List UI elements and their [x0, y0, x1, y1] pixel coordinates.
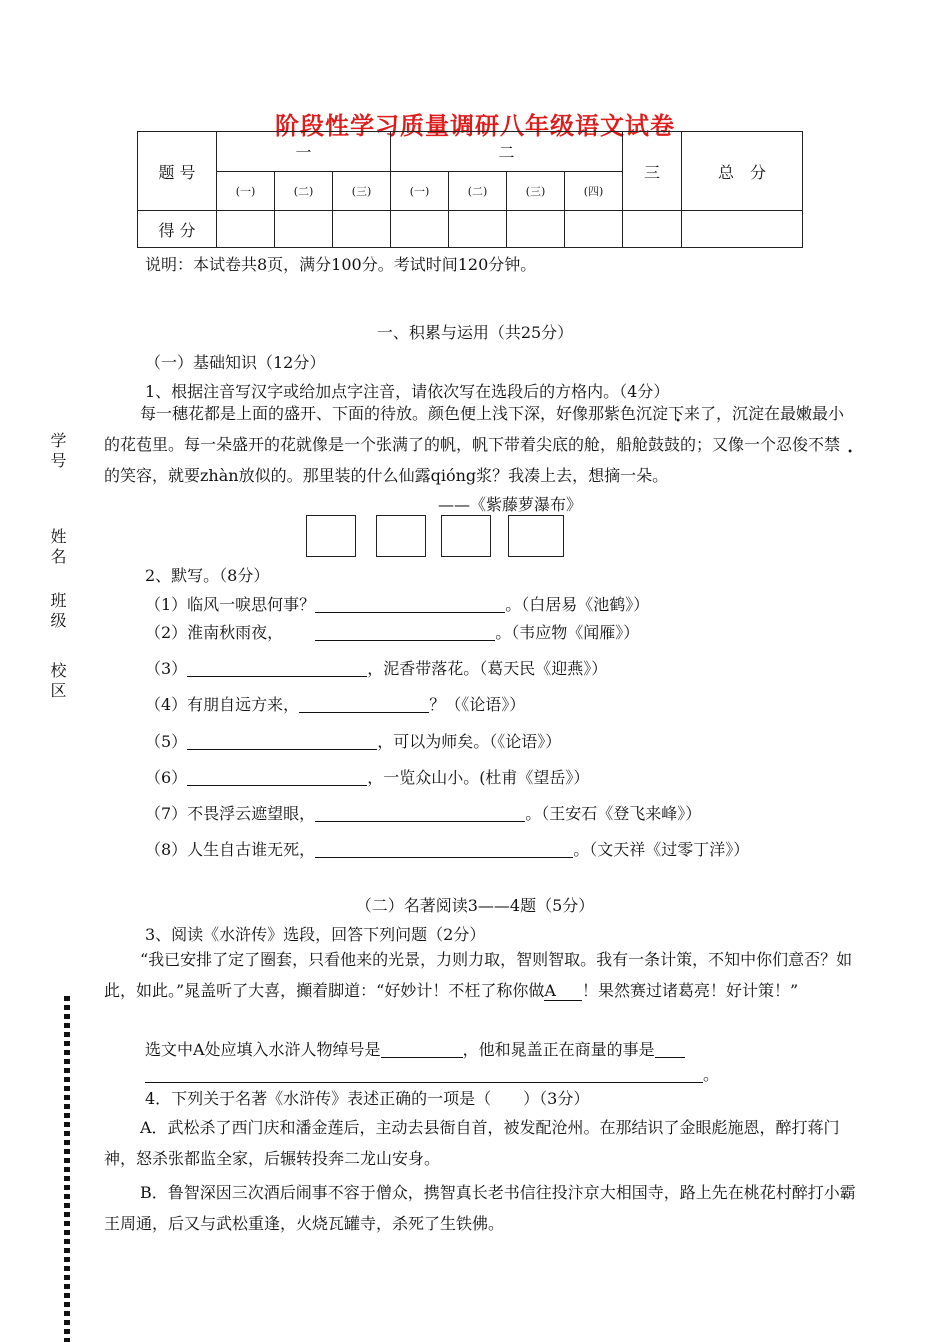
answer-box[interactable] — [306, 515, 356, 557]
recite-line: （5） ，可以为师矣。（《论语》） — [145, 732, 562, 751]
part2-header: 二 — [391, 132, 623, 172]
part2-sub: (一) — [391, 172, 449, 211]
score-cell[interactable] — [507, 211, 565, 248]
part1-sub: (二) — [275, 172, 333, 211]
score-cell[interactable] — [333, 211, 391, 248]
answer-blank[interactable] — [315, 839, 573, 858]
passage-source: ——《紫藤萝瀑布》 — [438, 495, 583, 514]
passage: 每一穗花都是上面的盛开、下面的待放。颜色便上浅下深，好像那紫色沉淀下来了，沉淀在最嫩最小的花苞里。每一朵盛开的花就像是一个张满了的帆，帆下带着尖底的舱，船舱鼓鼓的；又像一个忍俊不禁的笑容，就要zhàn放似的。那里装的什么仙露qióng浆？我凑上去，想摘一朵。 — [104, 404, 845, 485]
score-cell[interactable] — [565, 211, 623, 248]
side-label-name: 姓名 — [48, 528, 67, 568]
answer-blank[interactable] — [299, 694, 429, 713]
question-1: 1、根据注音写汉字或给加点字注音，请依次写在选段后的方格内。（4分） — [145, 382, 670, 401]
blank-a[interactable]: A — [544, 981, 582, 1001]
section2-title: （二）名著阅读3——4题（5分） — [355, 896, 595, 915]
q4-option-b[interactable]: B．鲁智深因三次酒后闹事不容于僧众，携智真长老书信往投汴京大相国寺，路上先在桃花村醉打小霸王周通，后又与武松重逢，火烧瓦罐寺，杀死了生铁佛。 — [104, 1183, 856, 1233]
question-3: 3、阅读《水浒传》选段，回答下列问题（2分） — [145, 925, 486, 944]
answer-box[interactable] — [508, 515, 564, 557]
section1-title: 一、积累与运用（共25分） — [376, 323, 574, 342]
recite-line: （1）临风一唳思何事？ 。（白居易《池鹤》） — [145, 595, 650, 614]
answer-blank[interactable] — [315, 803, 525, 822]
side-label-class: 班级 — [48, 592, 67, 632]
part2-sub: (二) — [449, 172, 507, 211]
recite-line: （6） ，一览众山小。(杜甫《望岳》） — [145, 768, 590, 787]
score-cell[interactable] — [682, 211, 803, 248]
part2-sub: (四) — [565, 172, 623, 211]
q3-ask: 选文中A处应填入水浒人物绰号是 ，他和晁盖正在商量的事是 — [145, 1037, 950, 1060]
dotted-char: 淀 — [652, 404, 669, 423]
score-table — [137, 131, 803, 248]
score-cell[interactable] — [449, 211, 507, 248]
part1-sub: (三) — [333, 172, 391, 211]
recite-line: （8）人生自古谁无死， 。（文天祥《过零丁洋》） — [145, 840, 750, 859]
score-cell[interactable] — [623, 211, 682, 248]
answer-blank[interactable] — [187, 767, 367, 786]
part2-sub: (三) — [507, 172, 565, 211]
section1-sub1: （一）基础知识（12分） — [145, 353, 326, 372]
q4-option-a[interactable]: A．武松杀了西门庆和潘金莲后，主动去县衙自首，被发配沧州。在那结识了金眼彪施恩，醉打蒋门神，怒杀张都监全家，后辗转投奔二龙山安身。 — [104, 1118, 840, 1168]
answer-blank[interactable] — [187, 731, 377, 750]
answer-blank[interactable] — [315, 594, 505, 613]
exam-note: 说明：本试卷共8页，满分100分。考试时间120分钟。 — [145, 255, 537, 274]
answer-blank[interactable] — [187, 658, 367, 677]
answer-blank[interactable] — [315, 622, 495, 641]
side-label-id: 学号 — [48, 432, 67, 472]
exam-title: 阶段性学习质量调研八年级语文试卷 — [275, 112, 675, 140]
binding-line — [64, 996, 70, 1342]
q3-ask-line2: 。 — [145, 1062, 950, 1085]
score-cell[interactable] — [217, 211, 275, 248]
recite-line: （4）有朋自远方来， ？（《论语》） — [145, 695, 526, 714]
part3-header: 三 — [623, 132, 682, 211]
recite-line: （7）不畏浮云遮望眼， 。（王安石《登飞来峰》） — [145, 804, 702, 823]
header-label: 题 号 — [138, 132, 217, 211]
part1-header: 一 — [217, 132, 391, 172]
total-header: 总 分 — [682, 132, 803, 211]
score-cell[interactable] — [275, 211, 333, 248]
answer-blank[interactable] — [381, 1039, 463, 1058]
part1-sub: (一) — [217, 172, 275, 211]
answer-box[interactable] — [441, 515, 491, 557]
q3-passage: “我已安排了定了圈套，只看他来的光景，力则力取，智则智取。我有一条计策，不知中你们意否？如此，如此。”晁盖听了大喜，攧着脚道：“好妙计！不枉了称你做A ！果然赛过诸葛亮！好计策！” — [104, 950, 853, 1000]
question-2: 2、默写。（8分） — [145, 566, 270, 585]
answer-blank[interactable] — [145, 1064, 703, 1083]
dotted-char: 禁 — [824, 435, 841, 454]
score-cell[interactable] — [391, 211, 449, 248]
recite-line: （2）淮南秋雨夜， 。（韦应物《闻雁》） — [145, 623, 640, 642]
side-label-campus: 校区 — [48, 662, 67, 702]
answer-box[interactable] — [376, 515, 426, 557]
recite-line: （3） ，泥香带落花。（葛天民《迎燕》） — [145, 659, 608, 678]
question-4: 4．下列关于名著《水浒传》表述正确的一项是（ ）（3分） — [145, 1089, 590, 1108]
score-label: 得 分 — [138, 211, 217, 248]
answer-blank[interactable] — [655, 1039, 685, 1058]
